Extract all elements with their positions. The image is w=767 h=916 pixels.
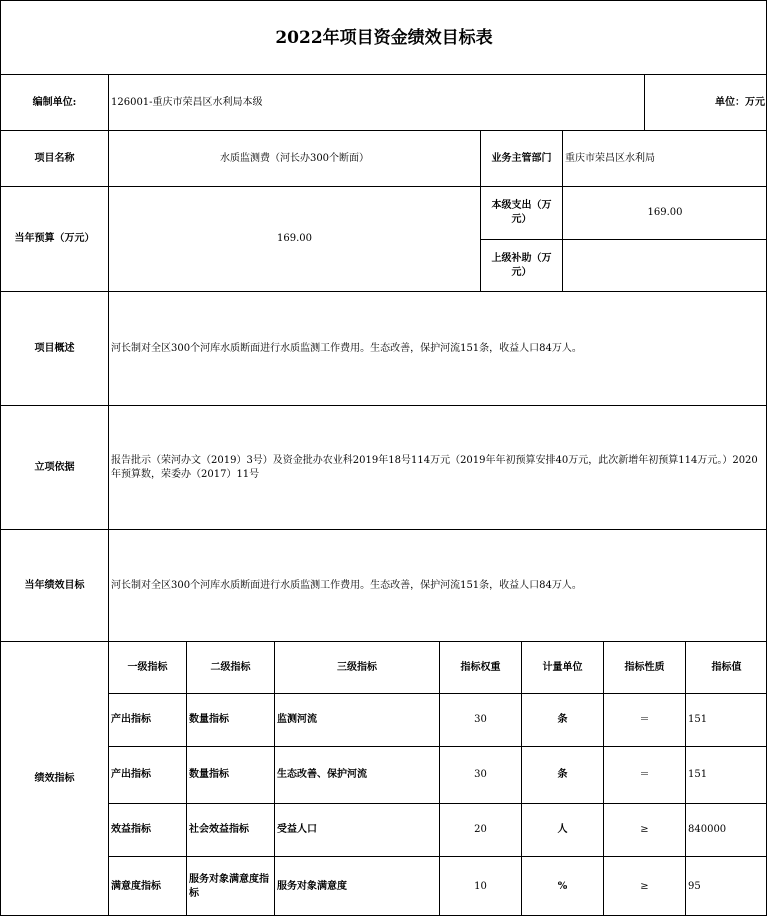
row1-weight: 30 [439,693,521,746]
self-expenditure-value: 169.00 [562,186,767,239]
header-unit: 计量单位 [521,641,603,693]
project-name-label: 项目名称 [0,130,108,186]
currency-unit: 单位：万元 [644,74,767,130]
row2-value: 151 [685,746,767,803]
self-expenditure-label: 本级支出（万元） [480,186,562,239]
row1-nature: ＝ [603,693,685,746]
overview-label: 项目概述 [0,291,108,405]
row3-weight: 20 [439,803,521,856]
page-title: 2022年项目资金绩效目标表 [0,0,767,74]
upper-subsidy-label: 上级补助（万元） [480,239,562,291]
header-level1: 一级指标 [108,641,186,693]
row3-nature: ≥ [603,803,685,856]
header-weight: 指标权重 [439,641,521,693]
compiling-unit-label: 编制单位: [0,74,108,130]
basis-text: 报告批示（荣河办文（2019）3号）及资金批办农业科2019年18号114万元（2019年年初预算安排40万元，此次新增年初预算114万元。）2020年预算数，荣委办（2017）11号 [108,405,767,529]
annual-budget-value: 169.00 [108,186,480,291]
header-level2: 二级指标 [186,641,274,693]
row3-value: 840000 [685,803,767,856]
row1-unit: 条 [521,693,603,746]
row3-unit: 人 [521,803,603,856]
upper-subsidy-value [562,239,767,291]
department-label: 业务主管部门 [480,130,562,186]
row3-level1: 效益指标 [108,803,186,856]
header-level3: 三级指标 [274,641,439,693]
row4-unit: % [521,856,603,916]
row2-weight: 30 [439,746,521,803]
row4-nature: ≥ [603,856,685,916]
row4-value: 95 [685,856,767,916]
row1-value: 151 [685,693,767,746]
row4-level1: 满意度指标 [108,856,186,916]
goal-label: 当年绩效目标 [0,529,108,641]
compiling-unit-value: 126001-重庆市荣昌区水利局本级 [108,74,644,130]
row4-level3: 服务对象满意度 [274,856,439,916]
row4-weight: 10 [439,856,521,916]
row1-level3: 监测河流 [274,693,439,746]
goal-text: 河长制对全区300个河库水质断面进行水质监测工作费用。生态改善，保护河流151条，收益人口84万人。 [108,529,767,641]
row2-level2: 数量指标 [186,746,274,803]
row3-level2: 社会效益指标 [186,803,274,856]
row4-level2: 服务对象满意度指标 [186,856,274,916]
row2-nature: ＝ [603,746,685,803]
row2-level1: 产出指标 [108,746,186,803]
row3-level3: 受益人口 [274,803,439,856]
header-nature: 指标性质 [603,641,685,693]
row2-unit: 条 [521,746,603,803]
row1-level2: 数量指标 [186,693,274,746]
indicators-label: 绩效指标 [0,641,108,916]
row1-level1: 产出指标 [108,693,186,746]
department-value: 重庆市荣昌区水利局 [562,130,767,186]
overview-text: 河长制对全区300个河库水质断面进行水质监测工作费用。生态改善，保护河流151条，收益人口84万人。 [108,291,767,405]
project-name-value: 水质监测费（河长办300个断面） [108,130,480,186]
header-value: 指标值 [685,641,767,693]
annual-budget-label: 当年预算（万元） [0,186,108,291]
basis-label: 立项依据 [0,405,108,529]
row2-level3: 生态改善、保护河流 [274,746,439,803]
